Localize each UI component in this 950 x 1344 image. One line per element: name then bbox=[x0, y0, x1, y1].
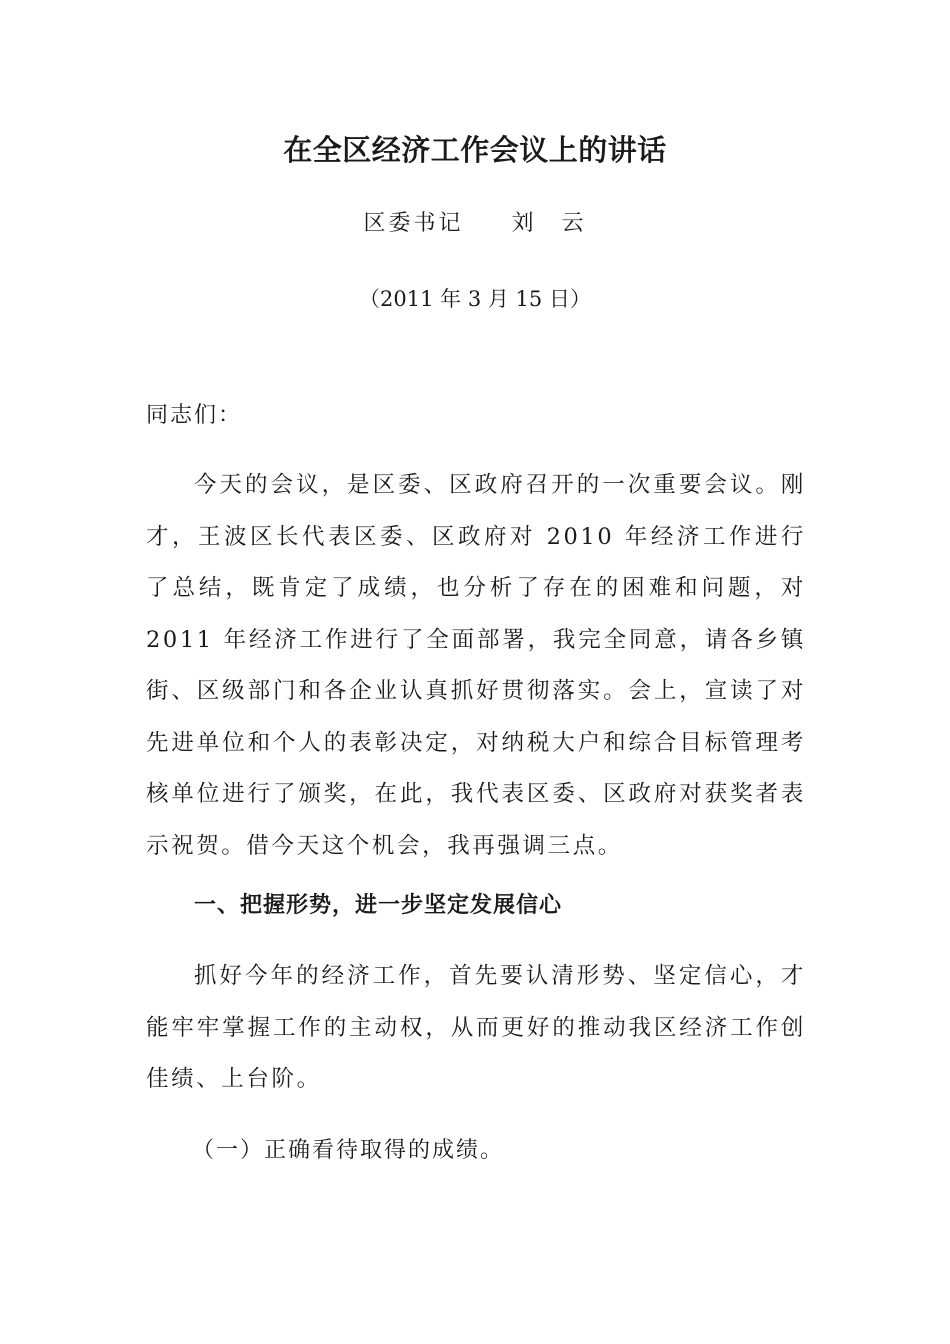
author-line bbox=[0, 206, 950, 237]
body-paragraph-2: 抓好今年的经济工作，首先要认清形势、坚定信心，才能牢牢掌握工作的主动权，从而更好的推动我区经济工作创佳绩、上台阶。 bbox=[146, 963, 806, 1092]
section-heading-1: 一、把握形势，进一步坚定发展信心 bbox=[194, 893, 563, 918]
subsection-heading-1: （一）正确看待取得的成绩。 bbox=[192, 1138, 505, 1163]
body-paragraph-1: 今天的会议，是区委、区政府召开的一次重要会议。刚才，王波区长代表区委、区政府对 2010 年经济工作进行了总结，既肯定了成绩，也分析了存在的困难和问题，对 2011 年经济工作进行了全面部署，我完全同意，请各乡镇街、区级部门和各企业认真抓好贯彻落实。会上，宣读了对先进单位和个人的表彰决定，对纳税大户和综合目标管理考核单位进行了颁奖，在此，我代表区委、区政府对获奖者表示祝贺。借今天这个机会，我再强调三点。 bbox=[146, 472, 806, 859]
author-role: 区委书记 bbox=[363, 211, 464, 236]
author-name: 刘 云 bbox=[511, 211, 587, 236]
document-title: 在全区经济工作会议上的讲话 bbox=[283, 133, 667, 167]
speech-date: （2011 年 3 月 15 日） bbox=[359, 287, 591, 311]
salutation: 同志们： bbox=[146, 403, 243, 428]
